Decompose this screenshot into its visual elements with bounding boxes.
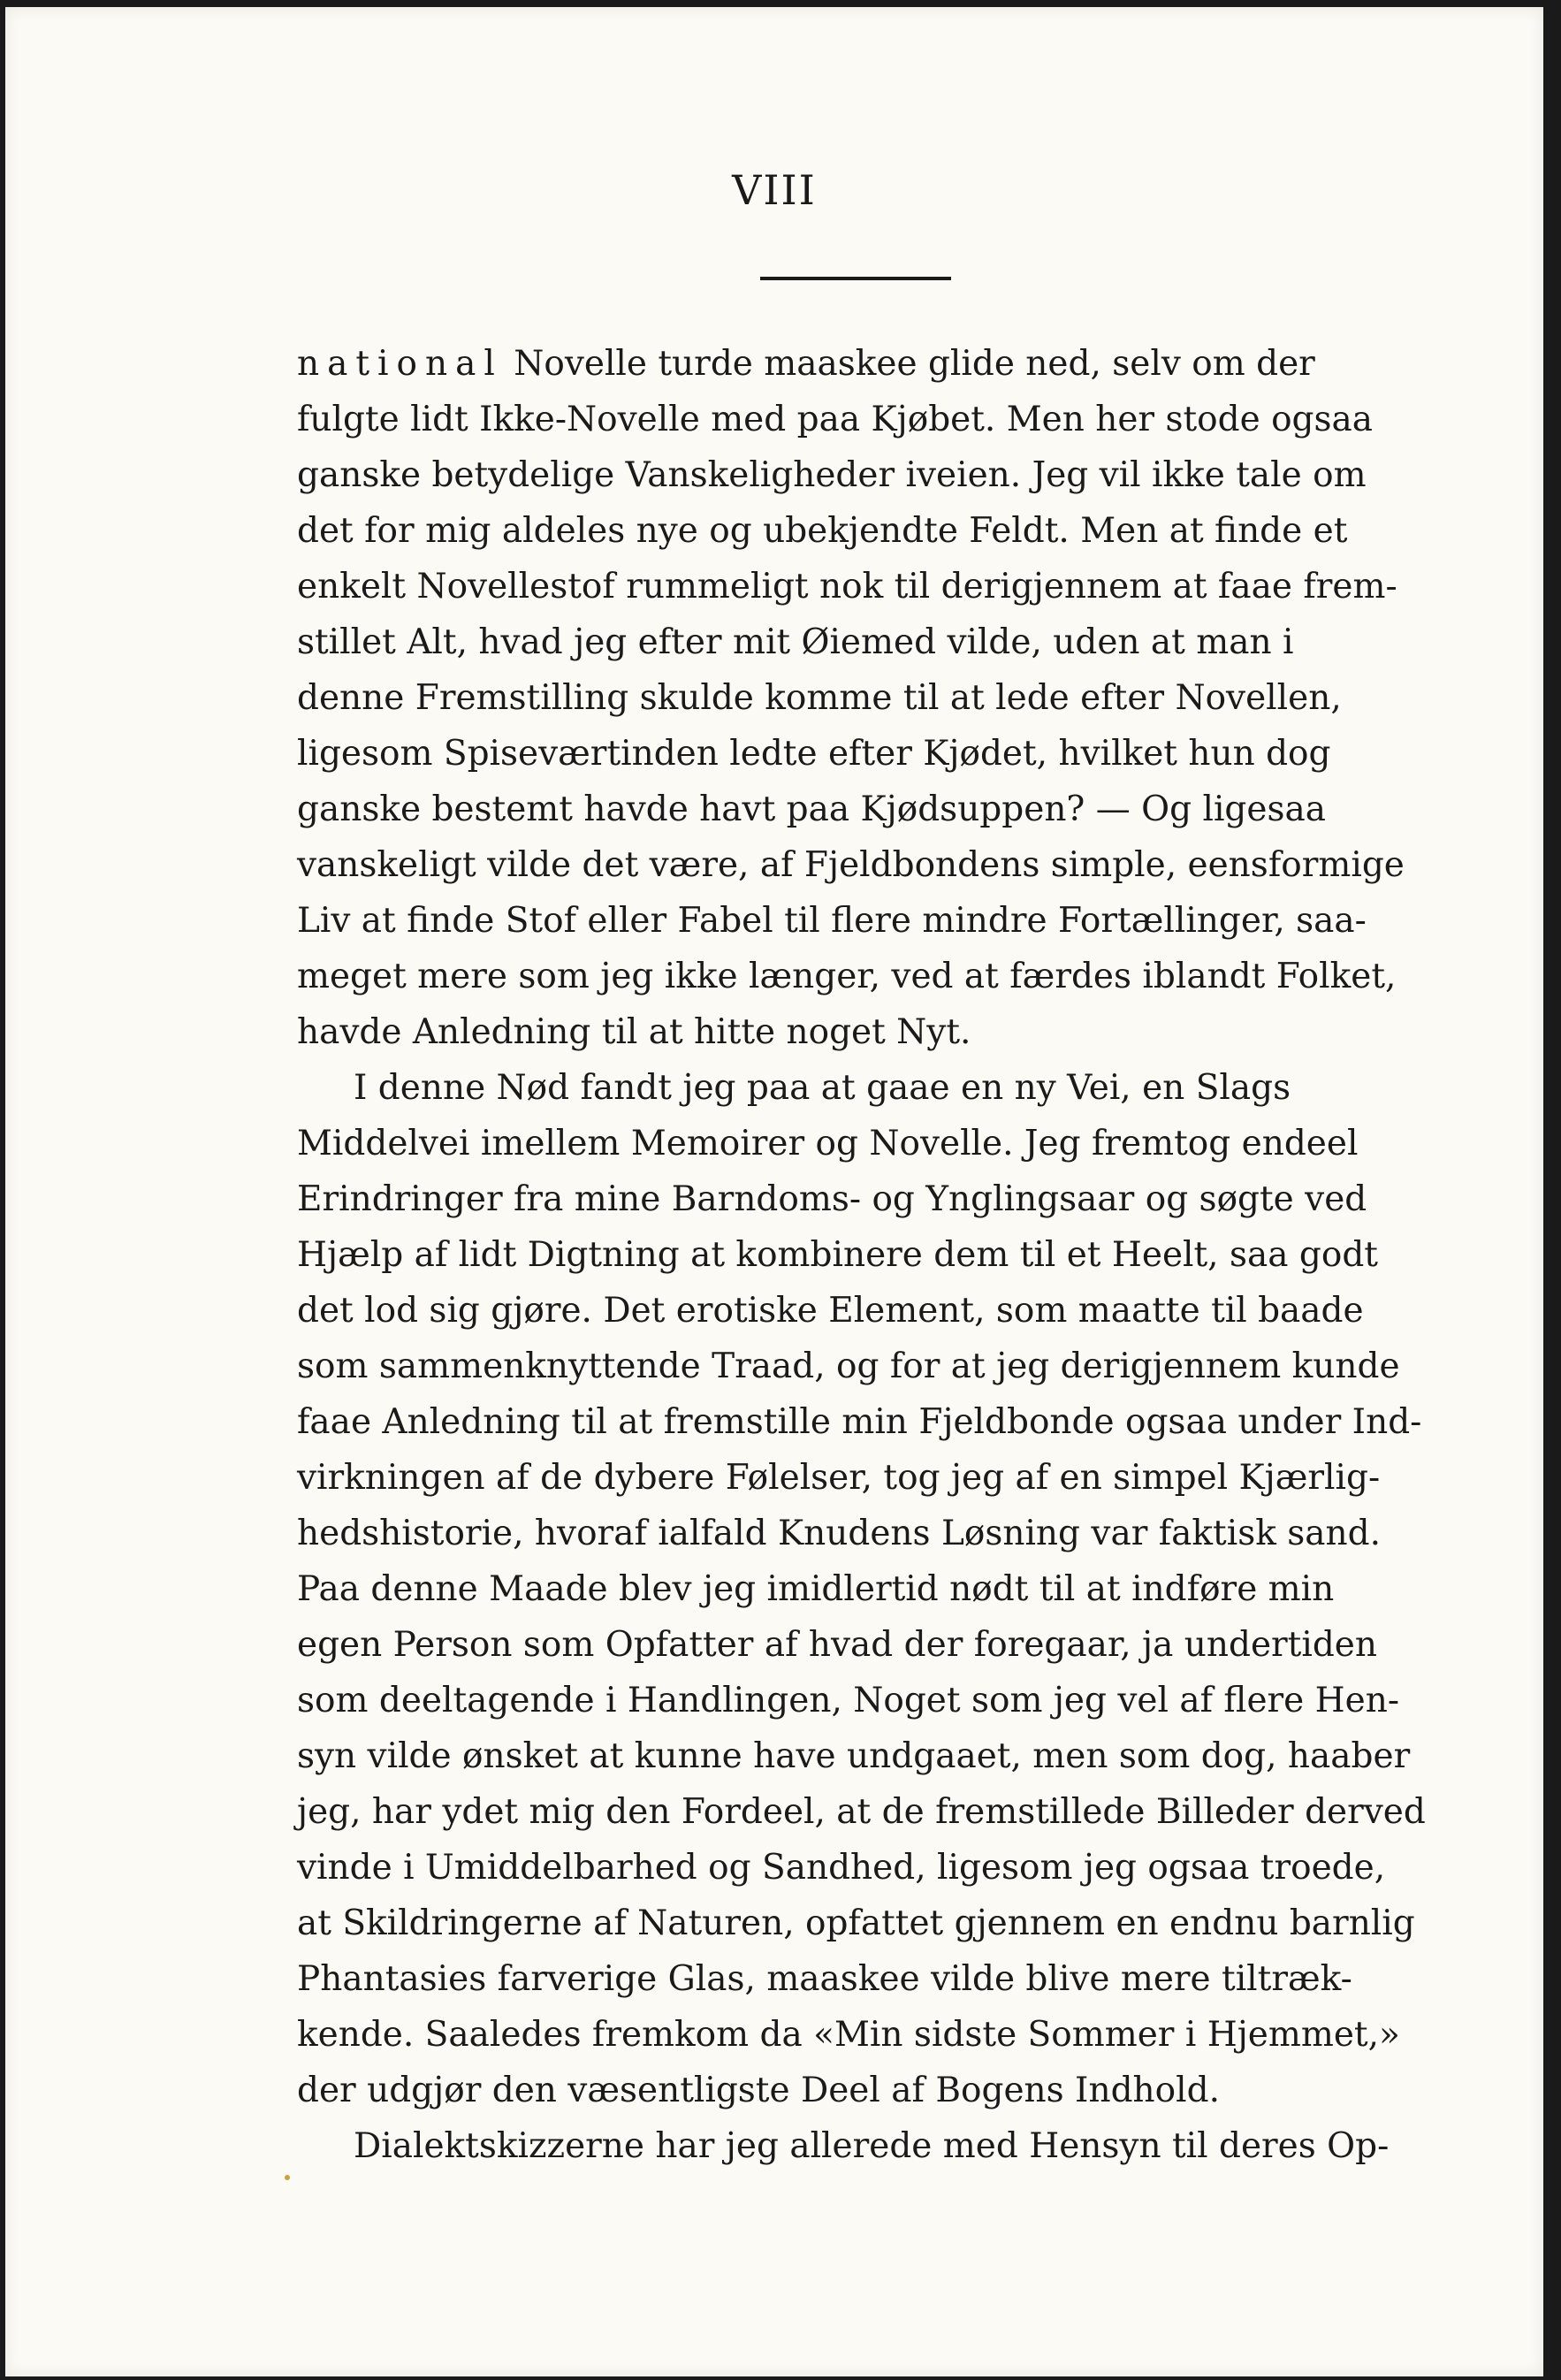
text-line: kende. Saaledes fremkom da «Min sidste Sommer i Hjemmet,» (297, 2015, 1400, 2055)
text-line: stillet Alt, hvad jeg efter mit Øiemed vilde, uden at man i (297, 622, 1294, 662)
text-line: Phantasies farverige Glas, maaskee vilde blive mere tiltræk- (297, 1959, 1352, 1999)
text-line: ligesom Spiseværtinden ledte efter Kjødet, hvilket hun dog (297, 734, 1331, 774)
page-number: VIII (732, 166, 817, 214)
text-line: hedshistorie, hvoraf ialfald Knudens Løsning var faktisk sand. (297, 1514, 1381, 1553)
text-line: syn vilde ønsket at kunne have undgaaet, men som dog, haaber (297, 1736, 1411, 1776)
text-line: I denne Nød fandt jeg paa at gaae en ny Vei, en Slags (354, 1068, 1291, 1108)
text-line: det for mig aldeles nye og ubekjendte Feldt. Men at finde et (297, 511, 1348, 551)
paragraph: national Novelle turde maaskee glide ned, selv om der (297, 344, 1315, 384)
text-line: Hjælp af lidt Digtning at kombinere dem til et Heelt, saa godt (297, 1235, 1378, 1275)
text-line: egen Person som Opfatter af hvad der foregaar, ja undertiden (297, 1625, 1377, 1665)
body-text (297, 336, 1428, 2174)
text-line: ganske betydelige Vanskeligheder iveien. Jeg vil ikke tale om (297, 455, 1367, 495)
text-line: faae Anledning til at fremstille min Fjeldbonde ogsaa under Ind- (297, 1402, 1422, 1442)
text-line: vanskeligt vilde det være, af Fjeldbondens simple, eensformige (297, 845, 1405, 885)
text-line: fulgte lidt Ikke-Novelle med paa Kjøbet. Men her stode ogsaa (297, 400, 1374, 439)
text-line: enkelt Novellestof rummeligt nok til derigjennem at faae frem- (297, 567, 1397, 606)
emphasized-word: national (297, 344, 503, 384)
text-line: at Skildringerne af Naturen, opfattet gjennem en endnu barnlig (297, 1903, 1415, 1943)
text-line: Middelvei imellem Memoirer og Novelle. Jeg fremtog endeel (297, 1124, 1359, 1163)
text-line: det lod sig gjøre. Det erotiske Element, som maatte til baade (297, 1291, 1364, 1331)
text-line: Dialektskizzerne har jeg allerede med Hensyn til deres Op- (354, 2126, 1390, 2166)
text-line: havde Anledning til at hitte noget Nyt. (297, 1012, 971, 1052)
text-line: Erindringer fra mine Barndoms- og Ynglingsaar og søgte ved (297, 1179, 1367, 1219)
text-line: Paa denne Maade blev jeg imidlertid nødt til at indføre min (297, 1569, 1335, 1609)
text-line: ganske bestemt havde havt paa Kjødsuppen? — Og ligesaa (297, 790, 1326, 829)
text-line: der udgjør den væsentligste Deel af Bogens Indhold. (297, 2071, 1220, 2110)
ink-speck (285, 2175, 290, 2180)
text-line: jeg, har ydet mig den Fordeel, at de fremstillede Billeder derved (297, 1792, 1426, 1832)
text-line: denne Fremstilling skulde komme til at lede efter Novellen, (297, 678, 1342, 718)
text-line: som deeltagende i Handlingen, Noget som jeg vel af flere Hen- (297, 1681, 1400, 1720)
header-rule (760, 277, 951, 280)
text-line: meget mere som jeg ikke længer, ved at færdes iblandt Folket, (297, 957, 1397, 996)
book-page (5, 7, 1543, 2376)
text-line: virkningen af de dybere Følelser, tog jeg af en simpel Kjærlig- (297, 1458, 1381, 1498)
text-line: som sammenknyttende Traad, og for at jeg derigjennem kunde (297, 1346, 1400, 1386)
text-line: Liv at finde Stof eller Fabel til flere mindre Fortællinger, saa- (297, 901, 1367, 941)
text-line: vinde i Umiddelbarhed og Sandhed, ligesom jeg ogsaa troede, (297, 1848, 1386, 1888)
